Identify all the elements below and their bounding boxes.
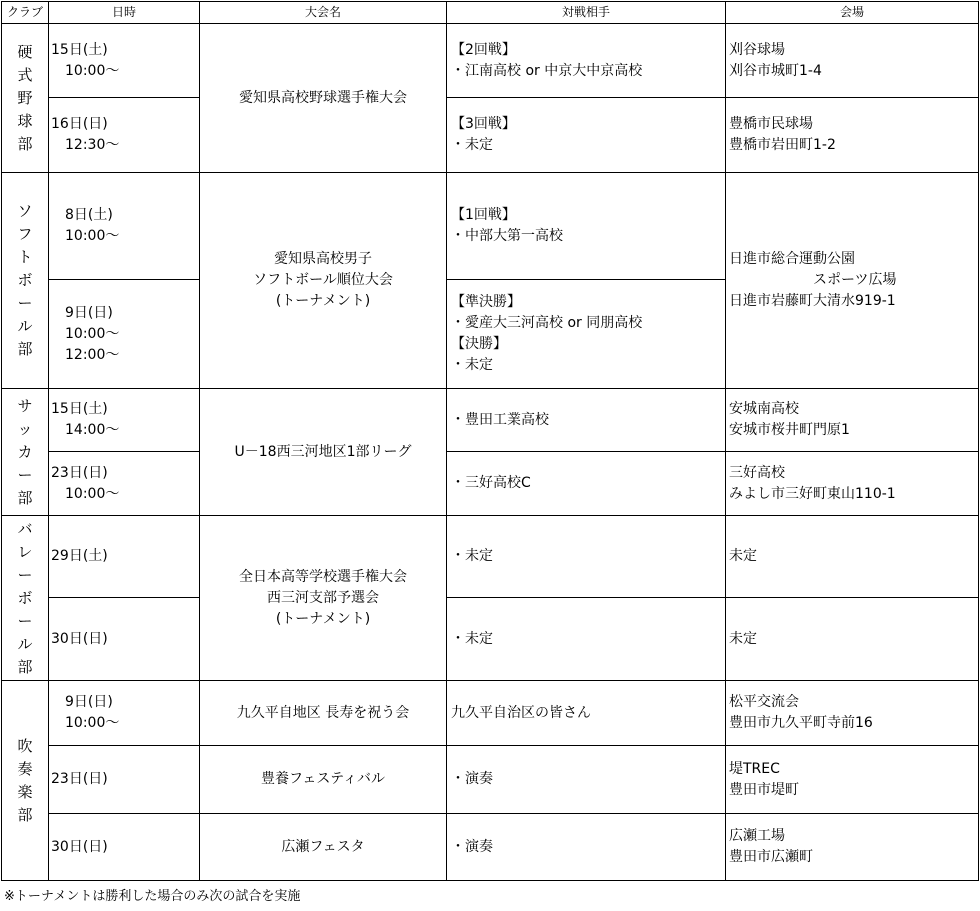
opponent-cell	[447, 452, 726, 516]
cell-line: 式	[17, 65, 33, 84]
date-cell	[49, 516, 200, 598]
cell-line: U－18西三河地区1部リーグ	[234, 443, 412, 460]
tournament-cell	[200, 389, 447, 516]
cell-line: 10:00〜	[51, 715, 120, 731]
cell-line: 豊田市堤町	[729, 781, 799, 798]
header-club: クラブ	[2, 2, 49, 24]
cell-line: 部	[17, 657, 33, 676]
cell-line: 部	[17, 805, 33, 824]
cell-line: ・江南高校 or 中京大中京高校	[451, 62, 643, 79]
cell-line: 23日(日)	[51, 464, 108, 481]
date-cell	[49, 280, 200, 389]
club-cell-softball	[2, 173, 49, 389]
header-opponent: 対戦相手	[447, 2, 726, 24]
cell-line: 堤TREC	[729, 760, 780, 777]
date-cell	[49, 681, 200, 746]
cell-line: 10:00〜	[51, 228, 120, 244]
cell-line: ・豊田工業高校	[451, 411, 549, 428]
venue-cell	[726, 598, 979, 681]
table-row	[2, 746, 979, 814]
cell-line: 29日(土)	[51, 548, 108, 564]
cell-line: 三好高校	[729, 464, 785, 481]
cell-line: 12:30〜	[51, 137, 120, 153]
cell-line: ー	[17, 611, 33, 630]
table-row	[2, 814, 979, 881]
venue-cell	[726, 516, 979, 598]
cell-line: 【決勝】	[451, 336, 507, 352]
cell-line: ・愛産大三河高校 or 同朋高校	[451, 315, 643, 331]
cell-line: 九久平自地区 長寿を祝う会	[236, 704, 410, 721]
cell-line: 【3回戦】	[451, 116, 516, 132]
cell-line: 吹	[17, 736, 33, 755]
date-cell	[49, 173, 200, 280]
cell-line: サ	[17, 396, 33, 415]
cell-line: ・演奏	[451, 838, 493, 855]
date-cell	[49, 452, 200, 516]
date-cell	[49, 24, 200, 98]
date-cell	[49, 814, 200, 881]
cell-line: 豊田市九久平町寺前16	[729, 715, 873, 731]
cell-line: ボ	[17, 271, 33, 289]
cell-line: 30日(日)	[51, 838, 108, 855]
table-row	[2, 598, 979, 681]
cell-line: ッ	[17, 419, 33, 438]
table-row	[2, 681, 979, 746]
venue-cell	[726, 452, 979, 516]
opponent-cell	[447, 389, 726, 452]
cell-line: 豊橋市民球場	[729, 116, 813, 132]
cell-line: ル	[17, 317, 33, 335]
cell-line: ・未定	[451, 357, 493, 373]
venue-cell	[726, 746, 979, 814]
cell-line: 豊養フェスティバル	[261, 771, 385, 787]
opponent-cell	[447, 814, 726, 881]
cell-line: ・未定	[451, 548, 493, 564]
cell-line: 豊橋市岩田町1-2	[729, 137, 836, 153]
cell-line: 10:00〜	[51, 485, 120, 502]
opponent-cell	[447, 24, 726, 98]
club-name	[17, 395, 33, 510]
table-row	[2, 173, 979, 280]
cell-line: ー	[17, 465, 33, 484]
cell-line: 野	[17, 88, 33, 107]
club-cell-band	[2, 681, 49, 881]
table-row	[2, 389, 979, 452]
cell-line: バ	[17, 519, 33, 538]
cell-line: ソフトボール順位大会	[253, 272, 393, 288]
cell-line: 九久平自治区の皆さん	[451, 704, 591, 721]
cell-line: 未定	[729, 630, 757, 647]
opponent-cell	[447, 516, 726, 598]
cell-line: 15日(土)	[51, 401, 108, 417]
cell-line: 安城市桜井町門原1	[729, 422, 850, 438]
header-tournament: 大会名	[200, 2, 447, 24]
club-cell-soccer	[2, 389, 49, 516]
club-name	[17, 200, 33, 361]
date-cell	[49, 98, 200, 173]
cell-line: ル	[17, 634, 33, 653]
cell-line: 西三河支部予選会	[267, 589, 379, 606]
cell-line: 全日本高等学校選手権大会	[239, 568, 407, 585]
cell-line: 奏	[17, 759, 33, 778]
cell-line: 愛知県高校男子	[274, 251, 372, 267]
cell-line: 10:00〜	[51, 62, 120, 79]
table-row	[2, 452, 979, 516]
cell-line: ・三好高校C	[451, 475, 531, 491]
cell-line: 【2回戦】	[451, 41, 516, 58]
cell-line: 部	[17, 340, 33, 358]
schedule-table	[1, 1, 979, 881]
cell-line: ー	[17, 565, 33, 584]
cell-line: 12:00〜	[51, 346, 120, 363]
venue-cell	[726, 814, 979, 881]
cell-line: 30日(日)	[51, 630, 108, 647]
cell-line: ・未定	[451, 630, 493, 647]
cell-line: 14:00〜	[51, 422, 120, 438]
cell-line: 日進市岩藤町大清水919-1	[729, 293, 896, 309]
cell-line: 広瀬工場	[729, 828, 785, 844]
cell-line: (トーナメント)	[275, 293, 371, 309]
cell-line: 刈谷球場	[729, 41, 785, 58]
cell-line: みよし市三好町東山110-1	[729, 485, 896, 502]
opponent-cell	[447, 598, 726, 681]
cell-line: 刈谷市城町1-4	[729, 62, 822, 79]
cell-line: 愛知県高校野球選手権大会	[239, 89, 407, 106]
club-name	[17, 735, 33, 827]
cell-line: 【準決勝】	[451, 294, 521, 310]
cell-line: ・未定	[451, 137, 493, 153]
table-row	[2, 24, 979, 98]
cell-line: 8日(土)	[51, 207, 113, 223]
cell-line: 9日(日)	[51, 694, 113, 710]
cell-line: ト	[17, 248, 33, 266]
club-cell-baseball	[2, 24, 49, 173]
venue-cell	[726, 24, 979, 98]
cell-line: ・演奏	[451, 771, 493, 787]
cell-line: 23日(日)	[51, 771, 108, 787]
table-row	[2, 98, 979, 173]
tournament-cell	[200, 24, 447, 173]
cell-line: 豊田市広瀬町	[729, 849, 813, 865]
cell-line: カ	[17, 442, 33, 461]
cell-line: 部	[17, 134, 33, 153]
opponent-cell	[447, 681, 726, 746]
date-cell	[49, 598, 200, 681]
tournament-cell	[200, 681, 447, 746]
cell-line: 硬	[17, 42, 33, 61]
cell-line: 未定	[729, 548, 757, 564]
venue-cell	[726, 173, 979, 389]
footnote: ※トーナメントは勝利した場合のみ次の試合を実施	[4, 889, 301, 904]
table-row	[2, 516, 979, 598]
cell-line: 球	[17, 111, 33, 130]
venue-cell	[726, 389, 979, 452]
cell-line: レ	[17, 542, 33, 561]
tournament-cell	[200, 814, 447, 881]
cell-line: 松平交流会	[729, 694, 799, 710]
cell-line: スポーツ広場	[729, 272, 897, 288]
cell-line: 日進市総合運動公園	[729, 251, 855, 267]
opponent-cell	[447, 98, 726, 173]
cell-line: 部	[17, 488, 33, 507]
cell-line: (トーナメント)	[275, 610, 371, 627]
venue-cell	[726, 681, 979, 746]
opponent-cell	[447, 746, 726, 814]
cell-line: 【1回戦】	[451, 207, 516, 223]
cell-line: 10:00〜	[51, 325, 120, 342]
opponent-cell	[447, 173, 726, 280]
cell-line: 9日(日)	[51, 304, 113, 321]
cell-line: ・中部大第一高校	[451, 228, 563, 244]
date-cell	[49, 389, 200, 452]
date-cell	[49, 746, 200, 814]
club-name	[17, 41, 33, 156]
tournament-cell	[200, 516, 447, 681]
tournament-cell	[200, 746, 447, 814]
club-name	[17, 518, 33, 679]
club-cell-volleyball	[2, 516, 49, 681]
cell-line: ボ	[17, 588, 33, 607]
cell-line: 楽	[17, 782, 33, 801]
header-row	[2, 2, 979, 24]
venue-cell	[726, 98, 979, 173]
cell-line: 15日(土)	[51, 41, 108, 58]
header-datetime: 日時	[49, 2, 200, 24]
cell-line: ソ	[17, 202, 33, 220]
tournament-cell	[200, 173, 447, 389]
cell-line: フ	[17, 225, 33, 243]
header-venue: 会場	[726, 2, 979, 24]
cell-line: 16日(日)	[51, 116, 108, 132]
opponent-cell	[447, 280, 726, 389]
cell-line: 安城南高校	[729, 401, 799, 417]
cell-line: ー	[17, 294, 33, 312]
cell-line: 広瀬フェスタ	[281, 838, 365, 855]
